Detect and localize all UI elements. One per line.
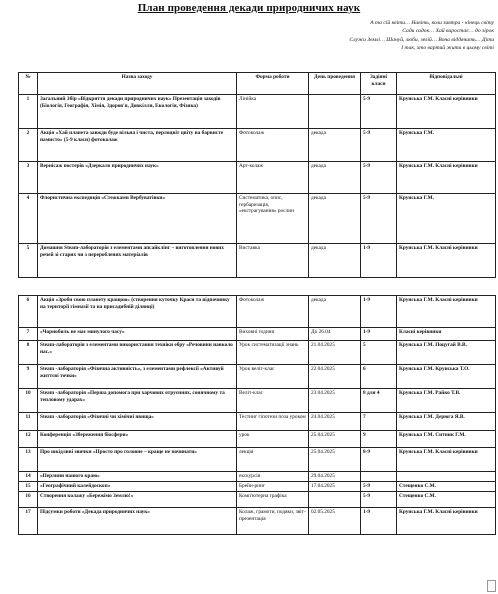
classes-cell: 1-9: [361, 508, 397, 535]
work-form-cell: урок: [237, 431, 309, 448]
table-row: [19, 296, 496, 328]
responsible-cell: Крунська Г.М. Поцугай В.В.: [397, 341, 496, 365]
work-form-cell: Виховні години: [237, 328, 309, 341]
page-title: План проведення декади природничих наук: [137, 2, 361, 14]
event-name-cell: Акція «Хай планета завжди буде вільна і чиста, перлоцвіт цвіту на барвисте намисто» (5-9 класи) фотоколаж: [38, 129, 237, 162]
row-number-cell: 10: [19, 389, 38, 413]
table-row: [19, 365, 496, 389]
classes-cell: 8 для 4: [361, 389, 397, 413]
row-number-cell: 11: [19, 413, 38, 431]
work-form-cell: Урок веліт-клас: [237, 365, 309, 389]
header-number: №: [19, 73, 38, 95]
work-form-cell: Лінійка: [237, 95, 309, 129]
work-form-cell: Комп'ютерна графіка: [237, 492, 309, 508]
work-form-cell: Систематика, опис, гербаризація, «екстрагування» рослин: [237, 194, 309, 244]
epigraph-line: А та сій квіти… Навіть, коли завтра - кінець світу: [370, 20, 494, 26]
classes-cell: 5-9: [361, 194, 397, 244]
classes-cell: 8-9: [361, 448, 397, 472]
event-name-cell: Флористична експедиція «Стежками Вербуватівки»: [38, 194, 237, 244]
classes-cell: 5-9: [361, 482, 397, 492]
work-form-cell: Виставка: [237, 244, 309, 278]
event-day-cell: 02.05.2025: [309, 508, 361, 535]
table-row: [19, 162, 496, 194]
event-day-cell: 21.04.2025: [309, 341, 361, 365]
classes-cell: 1-9: [361, 328, 397, 341]
row-number-cell: 2: [19, 129, 38, 162]
event-day-cell: декада: [309, 296, 361, 328]
event-day-cell: декада: [309, 194, 361, 244]
classes-cell: 1-9: [361, 296, 397, 328]
epigraph-line: І так, хто вартий жити в цьому світі: [401, 44, 494, 51]
event-day-cell: 25.04.2025: [309, 448, 361, 472]
event-name-cell: Steam -лабораторія «Фізичні чи хімічні явища»: [38, 413, 237, 431]
event-name-cell: «Перлини нашого краю»: [38, 472, 237, 482]
event-day-cell: 29.04.2025: [309, 472, 361, 482]
event-day-cell: До 26.04: [309, 328, 361, 341]
work-form-cell: Веліт-клас: [237, 389, 309, 413]
event-name-cell: Steam -лабораторія «Перша допомога при харчових отруєннях, сонячному та тепловому ударах»: [38, 389, 237, 413]
responsible-cell: Класні керівники: [397, 328, 496, 341]
work-form-cell: Фотоколаж: [237, 129, 309, 162]
table-row: [19, 389, 496, 413]
table-row: [19, 194, 496, 244]
table-row: [19, 472, 496, 482]
row-number-cell: 3: [19, 162, 38, 194]
row-number-cell: 17: [19, 508, 38, 535]
event-day-cell: 25.04.2025: [309, 431, 361, 448]
responsible-cell: Крунська Г.М. Ситник Г.М.: [397, 431, 496, 448]
row-number-cell: 13: [19, 448, 38, 472]
work-form-cell: Урок систематизації знань: [237, 341, 309, 365]
event-day-cell: [309, 492, 361, 508]
table-header-row: [19, 73, 496, 95]
table-row: [19, 129, 496, 162]
event-name-cell: Конференція «Збереження біосфери»: [38, 431, 237, 448]
table-row: [19, 431, 496, 448]
classes-cell: 5-9: [361, 95, 397, 129]
classes-cell: 7: [361, 413, 397, 431]
responsible-cell: Крунська Г.М. Класні керівники: [397, 508, 496, 535]
event-name-cell: Створення колажу «Бережімо Землю!»: [38, 492, 237, 508]
event-name-cell: Загальний Збір «Відкриття декади природничих наук» Презентація заходів (Біологія, Географія, Хімія, Здоров'я, Довкілля, Екологія, Фізика): [38, 95, 237, 129]
work-form-cell: Колаж, грамоти, подяки, звіт-презентація: [237, 508, 309, 535]
plan-table-part-1: [18, 72, 496, 278]
event-day-cell: декада: [309, 244, 361, 278]
row-number-cell: 16: [19, 492, 38, 508]
responsible-cell: Крунська Г.М. Крунська Т.О.: [397, 365, 496, 389]
epigraph-line: Сади садок… Хай виростає… до зірок: [402, 28, 494, 35]
table-row: [19, 95, 496, 129]
header-event: Назва заходу: [38, 73, 237, 95]
table-row: [19, 328, 496, 341]
row-number-cell: 1: [19, 95, 38, 129]
header-day: День проведення: [309, 73, 361, 95]
table-row: [19, 244, 496, 278]
work-form-cell: Фотоколаж: [237, 296, 309, 328]
classes-cell: 5-9: [361, 129, 397, 162]
page-corner-marker: [487, 580, 496, 592]
event-name-cell: Підсумки роботи «Декада природничих наук»: [38, 508, 237, 535]
header-responsible: Відповідальні: [397, 73, 496, 95]
responsible-cell: Стещенко С.М.: [397, 482, 496, 492]
header-classes: Задіяні класи: [361, 73, 397, 95]
responsible-cell: Крунська Г.М.: [397, 129, 496, 162]
responsible-cell: Крунська Г.М. Класні керівники: [397, 296, 496, 328]
event-name-cell: Steam -лабораторія «Фізична активність», з елементами рефлексії «Активуй життєві точки»: [38, 365, 237, 389]
event-name-cell: «Чорнобиль не має минулого часу»: [38, 328, 237, 341]
work-form-cell: Тестинг гіпотези поза уроком: [237, 413, 309, 431]
row-number-cell: 14: [19, 472, 38, 482]
plan-table-part-2: [18, 295, 496, 535]
event-day-cell: 24.04.2025: [309, 413, 361, 431]
header-form: Форма роботи: [237, 73, 309, 95]
row-number-cell: 5: [19, 244, 38, 278]
row-number-cell: 9: [19, 365, 38, 389]
event-name-cell: Steam-лабораторія з елементами використання техніки ебру «Речовини навколо нас.»: [38, 341, 237, 365]
event-name-cell: «Географічний калейдоскоп»: [38, 482, 237, 492]
classes-cell: 5: [361, 341, 397, 365]
row-number-cell: 8: [19, 341, 38, 365]
event-day-cell: [309, 95, 361, 129]
table-row: [19, 492, 496, 508]
event-day-cell: 23.04.2025: [309, 389, 361, 413]
work-form-cell: екскурсія: [237, 472, 309, 482]
row-number-cell: 12: [19, 431, 38, 448]
event-day-cell: 17.04.2025: [309, 482, 361, 492]
table-row: [19, 413, 496, 431]
table-row: [19, 448, 496, 472]
responsible-cell: [397, 472, 496, 482]
row-number-cell: 6: [19, 296, 38, 328]
responsible-cell: Стещенко С.М.: [397, 492, 496, 508]
responsible-cell: Крунська Г.М. Класні керівники: [397, 95, 496, 129]
table-row: [19, 508, 496, 535]
classes-cell: 6: [361, 365, 397, 389]
event-day-cell: декада: [309, 162, 361, 194]
responsible-cell: Крунська Г.М. Класні керівники: [397, 448, 496, 472]
responsible-cell: Крунська Г.М. Райко Т.В.: [397, 389, 496, 413]
event-name-cell: Вернісаж постерів «Дзеркало природничих наук»: [38, 162, 237, 194]
event-name-cell: Акція «Зроби свою планету кращою» (створення куточку Краси та відпочинку на території гімназії та на присадибній ділянці): [38, 296, 237, 328]
classes-cell: 5-9: [361, 162, 397, 194]
responsible-cell: Крунська Г.М. Класні керівники: [397, 244, 496, 278]
work-form-cell: Арт-колаж: [237, 162, 309, 194]
responsible-cell: Крунська Г.М. Дерюга Я.В.: [397, 413, 496, 431]
row-number-cell: 15: [19, 482, 38, 492]
classes-cell: 1-9: [361, 244, 397, 278]
classes-cell: 9: [361, 431, 397, 448]
event-day-cell: декада: [309, 129, 361, 162]
responsible-cell: Крунська Г.М.: [397, 194, 496, 244]
event-day-cell: 22.04.2025: [309, 365, 361, 389]
work-form-cell: лекція: [237, 448, 309, 472]
responsible-cell: Крунська Г.М. Класні керівники: [397, 162, 496, 194]
epigraph: [194, 19, 494, 52]
row-number-cell: 7: [19, 328, 38, 341]
event-name-cell: Про шкідливі звички «Просто про головне – краще не починати»: [38, 448, 237, 472]
row-number-cell: 4: [19, 194, 38, 244]
table-row: [19, 482, 496, 492]
classes-cell: [361, 472, 397, 482]
work-form-cell: Брейн-ринг: [237, 482, 309, 492]
table-row: [19, 341, 496, 365]
event-name-cell: Домашня Steam-лабораторія з елементами апсайклінг – виготовлення нових речей зі старих чи з перероблених матеріалів: [38, 244, 237, 278]
classes-cell: 5-9: [361, 492, 397, 508]
epigraph-line: Служи Землі… Шануй, люби, зелій… Вона віддячить… Діти: [349, 36, 494, 43]
